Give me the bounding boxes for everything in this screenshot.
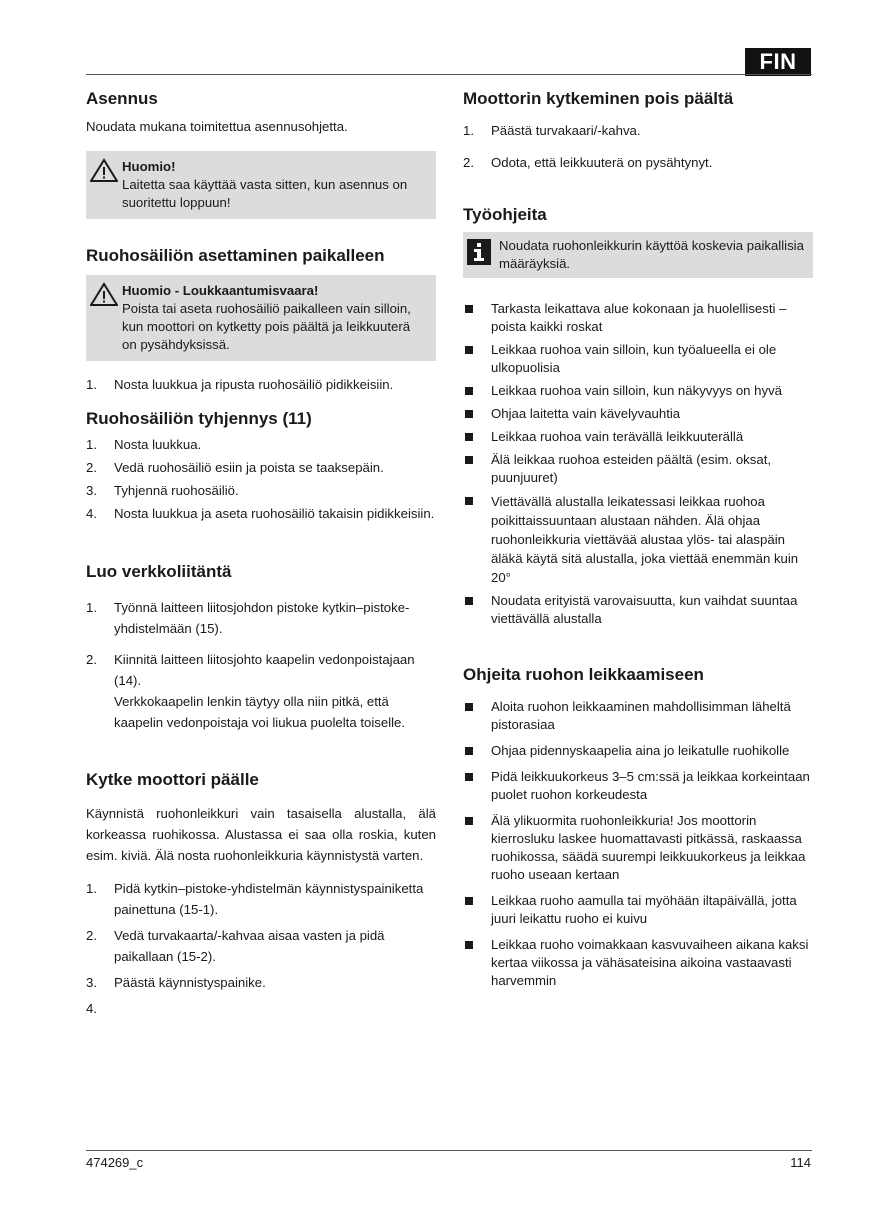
asennus-warning-title: Huomio! [122, 159, 176, 174]
asettaminen-warning-title: Huomio - Loukkaantumisvaara! [122, 283, 319, 298]
asennus-heading: Asennus [86, 89, 158, 108]
verkko-steps [86, 597, 436, 733]
square-bullet-icon [465, 497, 473, 505]
list-item: 2. Vedä ruohosäiliö esiin ja poista se taaksepäin. [86, 460, 384, 475]
asettaminen-warning-box [86, 275, 436, 361]
list-item: 2. Kiinnitä laitteen liitosjohto kaapelin vedonpoistajaan (14). Verkkokaapelin lenkin täytyy olla niin pitkä, että kaapelin vedonpoistaja voi liukua puolelta toiselle. [86, 652, 415, 730]
tyhjennys-heading: Ruohosäiliön tyhjennys (11) [86, 409, 312, 428]
asettaminen-warning-body: Poista tai aseta ruohosäiliö paikalleen vain silloin, kun moottori on kytketty pois päältä ja leikkuuterä on pysähdyksissä. [122, 301, 411, 352]
info-icon [467, 239, 491, 265]
top-rule [86, 74, 812, 75]
square-bullet-icon [465, 773, 473, 781]
tyoohjeita-info-text: Noudata ruohonleikkurin käyttöä koskevia paikallisia määräyksiä. [499, 238, 804, 271]
list-item: 1. Nosta luukkua ja ripusta ruohosäiliö pidikkeisiin. [86, 377, 394, 392]
square-bullet-icon [465, 897, 473, 905]
list-item: Leikkaa ruoho voimakkaan kasvuvaiheen aikana kaksi kertaa viikossa ja vähäsateisina aikoina vastaavasti harvemmin [463, 936, 813, 990]
list-item: Leikkaa ruohoa vain silloin, kun näkyvyys on hyvä [463, 382, 813, 400]
list-item: 1. Nosta luukkua. [86, 437, 202, 452]
list-item: Pidä leikkuukorkeus 3–5 cm:ssä ja leikkaa korkeintaan puolet ruohon korkeudesta [463, 768, 813, 804]
asennus-text: Noudata mukana toimitettua asennusohjetta. [86, 119, 348, 134]
square-bullet-icon [465, 456, 473, 464]
kytke-steps [86, 878, 436, 1019]
warning-icon [90, 158, 118, 182]
square-bullet-icon [465, 703, 473, 711]
list-item: Viettävällä alustalla leikatessasi leikkaa ruohoa poikittaissuuntaan alustaan nähden. Älä ohjaa ruohonleikkuria viettävää alustaa ylös- tai alaspäin äläkä käytä sitä alustalla, joka viettää enemmän kuin 20° [463, 492, 813, 587]
list-item: Aloita ruohon leikkaaminen mahdollisimman läheltä pistorasiaa [463, 698, 813, 734]
list-item: 4. Nosta luukkua ja aseta ruohosäiliö takaisin pidikkeisiin. [86, 506, 435, 521]
asennus-warning-body: Laitetta saa käyttää vasta sitten, kun asennus on suoritettu loppuun! [122, 177, 408, 210]
kytke-heading: Kytke moottori päälle [86, 770, 259, 789]
asettaminen-steps [86, 376, 436, 394]
square-bullet-icon [465, 346, 473, 354]
asettaminen-heading: Ruohosäiliön asettaminen paikalleen [86, 246, 385, 265]
list-item: Ohjaa pidennyskaapelia aina jo leikatulle ruohikolle [463, 742, 813, 760]
tyoohjeita-bullets [463, 300, 813, 628]
list-item: 1. Päästä turvakaari/-kahva. [463, 123, 641, 138]
pois-steps [463, 122, 813, 172]
bottom-rule [86, 1150, 812, 1151]
list-item: Leikkaa ruohoa vain silloin, kun työalueella ei ole ulkopuolisia [463, 341, 813, 377]
tyoohjeita-heading: Työohjeita [463, 205, 547, 224]
square-bullet-icon [465, 305, 473, 313]
list-item: 3. Tyhjennä ruohosäiliö. [86, 483, 239, 498]
document-code: 474269_c [86, 1155, 144, 1170]
list-item: Tarkasta leikattava alue kokonaan ja huolellisesti – poista kaikki roskat [463, 300, 813, 336]
leikkaamiseen-heading: Ohjeita ruohon leikkaamiseen [463, 665, 704, 684]
list-item: Noudata erityistä varovaisuutta, kun vaihdat suuntaa viettävällä alustalla [463, 592, 813, 628]
right-column [463, 88, 813, 990]
page-number: 114 [790, 1155, 811, 1170]
square-bullet-icon [465, 817, 473, 825]
list-item: 2. Odota, että leikkuuterä on pysähtynyt. [463, 155, 713, 170]
list-item: Leikkaa ruoho aamulla tai myöhään iltapäivällä, jotta juuri leikattu ruoho ei kuivu [463, 892, 813, 928]
list-item: Älä ylikuormita ruohonleikkuria! Jos moottorin kierrosluku laskee huomattavasti pitkässä, raskaassa ruohikossa, säädä suurempi leikkuukorkeus ja leikkaa ruoho useaan kertaan [463, 812, 813, 884]
list-item: 2. Vedä turvakaarta/-kahvaa aisaa vasten ja pidä paikallaan (15-2). [86, 928, 385, 964]
list-item: 3. Päästä käynnistyspainike. [86, 975, 266, 990]
square-bullet-icon [465, 433, 473, 441]
square-bullet-icon [465, 597, 473, 605]
list-item: 1. Pidä kytkin–pistoke-yhdistelmän käynnistyspainiketta painettuna (15-1). [86, 881, 424, 917]
tyhjennys-steps [86, 436, 436, 523]
square-bullet-icon [465, 387, 473, 395]
tyoohjeita-info-box [463, 232, 813, 278]
leikkaamiseen-bullets [463, 698, 813, 990]
warning-icon [90, 282, 118, 306]
list-item: 4. [86, 1001, 97, 1016]
square-bullet-icon [465, 941, 473, 949]
list-item: Älä leikkaa ruohoa esteiden päältä (esim. oksat, puunjuuret) [463, 451, 813, 487]
language-tab: FIN [745, 48, 811, 76]
asennus-warning-box [86, 151, 436, 219]
list-item: Leikkaa ruohoa vain terävällä leikkuuterällä [463, 428, 813, 446]
list-item: 1. Työnnä laitteen liitosjohdon pistoke kytkin–pistoke-yhdistelmään (15). [86, 600, 410, 636]
square-bullet-icon [465, 747, 473, 755]
list-item: Ohjaa laitetta vain kävelyvauhtia [463, 405, 813, 423]
square-bullet-icon [465, 410, 473, 418]
pois-heading: Moottorin kytkeminen pois päältä [463, 89, 734, 108]
kytke-text: Käynnistä ruohonleikkuri vain tasaisella alustalla, älä korkeassa ruohikossa. Alustassa ei saa olla roskia, kuten esim. kiviä. Älä nosta ruohonleikkuria käynnistystä varten. [86, 806, 436, 863]
left-column [86, 88, 436, 1019]
verkko-heading: Luo verkkoliitäntä [86, 562, 232, 581]
